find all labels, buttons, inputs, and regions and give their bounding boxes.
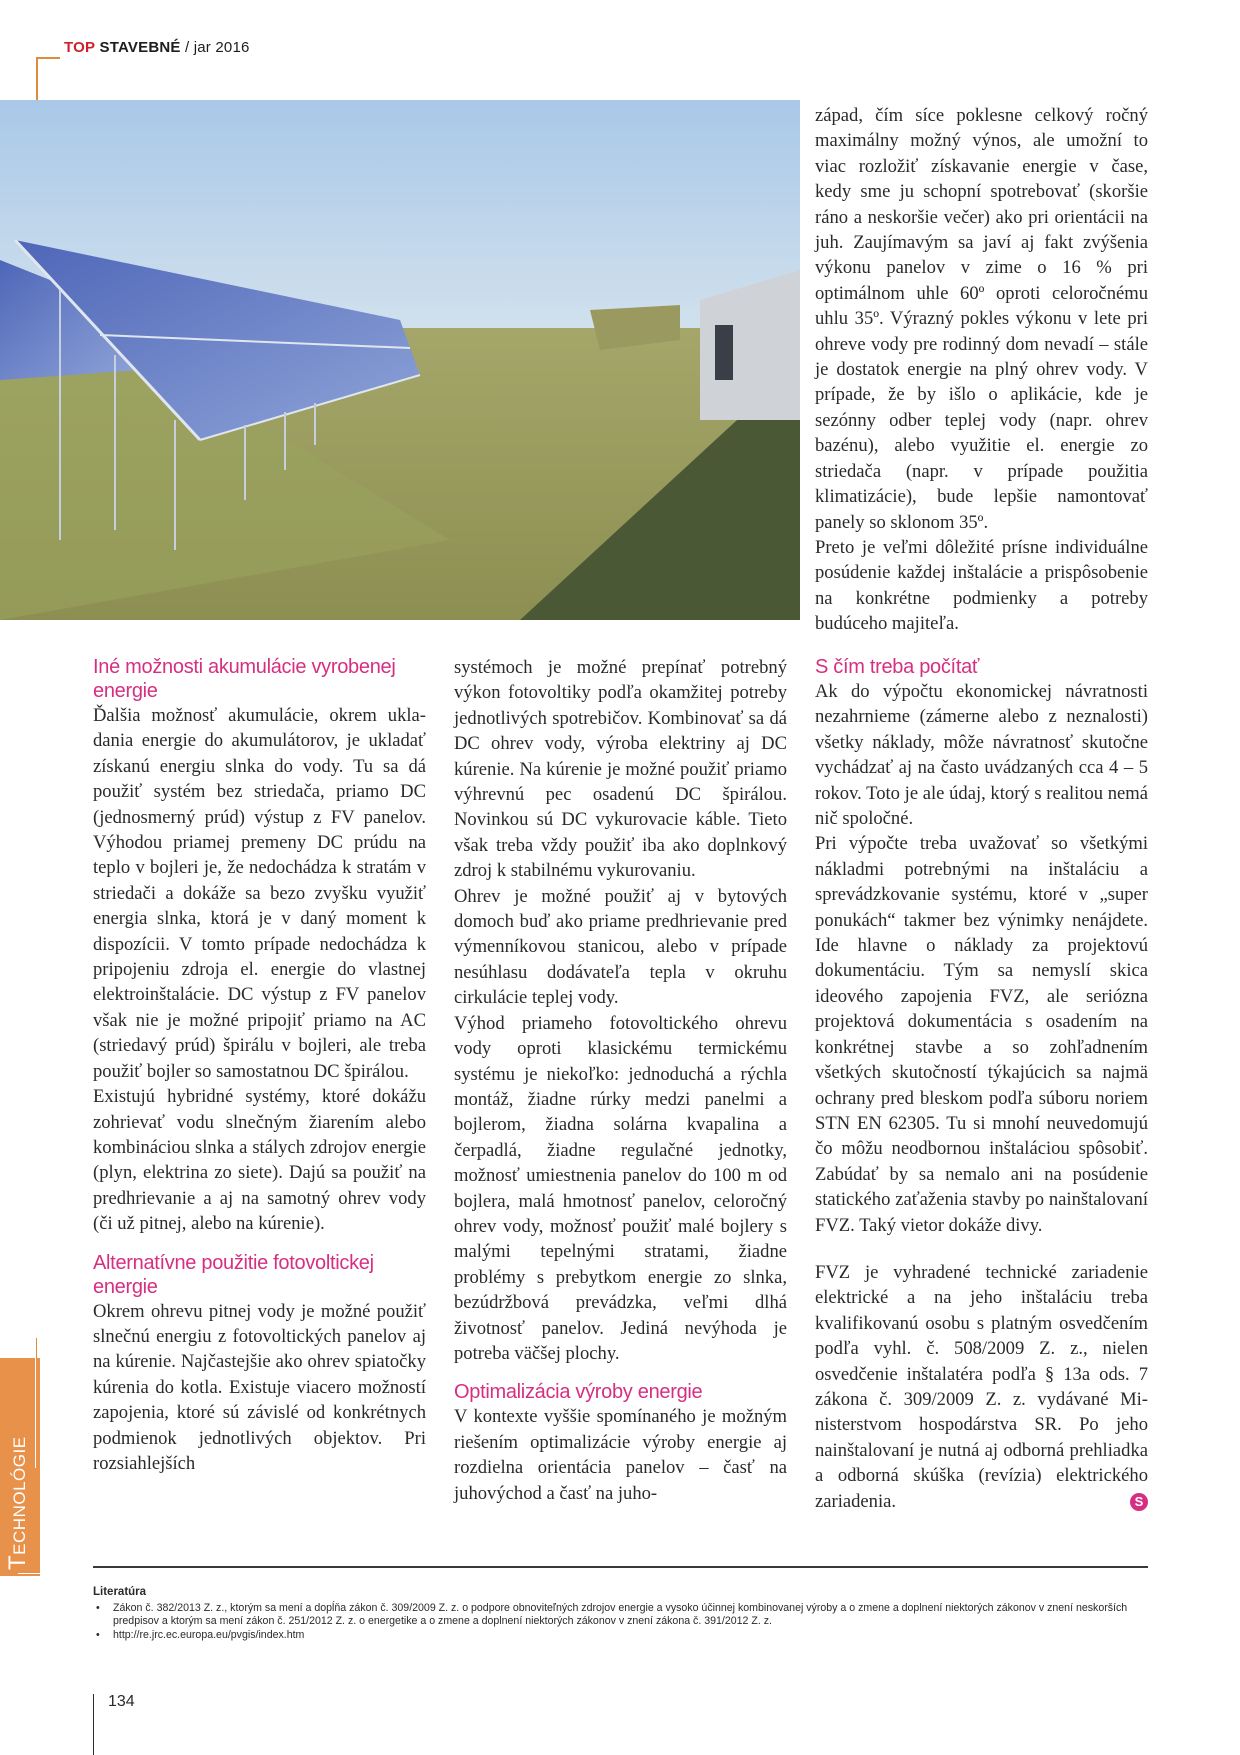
article-column-left [93, 655, 426, 1476]
literature-list [93, 1602, 1153, 1643]
header-separator: / [184, 39, 190, 56]
literature-item: • Zákon č. 382/2013 Z. z., ktorým sa mení a dopĺňa zákon č. 309/2009 Z. z. o podpore obnoviteľných zdrojov energie a vysoko účinnej kombinovanej výroby a o zmene a doplnení niektorých zákonov v znení neskorších predpisov a ktorým sa mení zákon č. 251/2012 Z. z. o energetike a o zmene a doplnení niektorých zákonov v znení zákona č. 391/2012 Z. z. [93, 1602, 1153, 1629]
literature-item-link[interactable]: • http://re.jrc.ec.europa.eu/pvgis/index.htm [93, 1629, 1153, 1643]
paragraph: Ak do výpočtu ekonomickej návratnosti nezahrnieme (zámerne alebo z neznalosti) všetky náklady, môže návratnosť skutočne vychádzať aj na často uvádzaných cca 4 – 5 rokov. Toto je ale údaj, ktorý s realitou nemá nič spoločné. [815, 681, 1148, 830]
paragraph: Pri výpočte treba uvažovať so všetkými nákladmi potrebnými na inštaláciu a sprevádzkovanie systému, ktoré v „super ponukách“ takmer bez výnimky nenájdete. Ide hlavne o náklady za projektovú dokumentáciu. Tým sa nemyslí skica ideového zapojenia FVZ, ale seriózna projektová dokumentácia s osadením na konkrétnej stavbe a so zohľadnením všetkých skutočností týkajúcich sa najmä ochrany pred bleskom podľa súboru noriem STN EN 62305. Tu si mnohí neuvedomujú čo môžu neodbornou inštaláciou spôsobiť. Zabúdať by sa nemalo ani na posúdenie statického zaťaženia stavby po nainštalovaní FVZ. Taký vietor dokáže divy. [815, 833, 1148, 1236]
literature-block [93, 1586, 1153, 1642]
issue-label: jar 2016 [193, 39, 250, 56]
paragraph: západ, čím síce poklesne celkový ročný maximálny možný výnos, ale umožní to viac rozložiť získavanie energie v čase, kedy sme ju schopní spotrebovať (skoršie ráno a neskoršie večer) ako pri orientácii na juh. Zaujímavým sa javí aj fakt zvýšenia výkonu panelov v zime o 16 % pri optimálnom uhle 60º oproti celoročnému uhlu 35º. Výrazný pokles výkonu v lete pri ohreve vody pre rodinný dom nevadí – stále je dostatok energie na plný ohrev vody. V prípade, že by išlo o aplikácie, kde je sezónny odber teplej vody (napr. ohrev bazénu), alebo využitie el. energie zo striedača (napr. v prípade použitia klimatizácie), bude lepšie namontovať panely so sklonom 35º. [815, 105, 1148, 533]
header-corner-rule-vertical [36, 57, 38, 103]
paragraph [815, 1260, 1148, 1514]
photo-illustration [0, 100, 800, 620]
page-number-rule [93, 1694, 94, 1755]
magazine-brand-name: STAVEBNÉ [99, 39, 181, 56]
literature-divider [93, 1566, 1148, 1568]
section-heading-costs: S čím treba počítať [815, 656, 980, 678]
article-column-right-top [815, 103, 1148, 637]
section-side-tab-label: TECHNOLÓGIE [4, 1436, 31, 1570]
paragraph: Preto je veľmi dôležité prísne individuálne posúdenie každej inštalácie a prispôsobenie na konkrétne podmienky a potreby budúceho majiteľa. [815, 536, 1148, 635]
article-end-mark-icon: S [1130, 1493, 1148, 1511]
page-number: 134 [108, 1693, 135, 1710]
paragraph: V kontexte vyššie spomínaného je možným riešením optimalizácie výroby energie aj rozdielna orientácia panelov – časť na juhovýchod a časť na juho- [454, 1406, 787, 1504]
paragraph: Ohrev je možné použiť aj v bytových domoch buď ako priame predhrievanie pred výmenníkovou stanicou, alebo v prípade nesúhlasu dodávateľa tepla v okruhu cirkulácie teplej vody. [454, 885, 787, 1009]
paragraph: Výhod priameho fotovoltického ohrevu vody oproti klasickému termickému systému je niekoľko: jednoduchá a rýchla montáž, žiadne rúrky medzi panelmi a bojlerom, žiadna solárna kvapalina a čerpadlá, žiadne regulačné jednotky, možnosť umiestnenia panelov do 100 m od bojlera, malá hmotnosť panelov, celoročný ohrev vody, možnosť použiť malé bojlery s malými tepelnými stratami, žiadne problémy s prebytkom energie zo slnka, bezúdržbová prevádzka, veľmi dlhá životnosť panelov. Jediná nevýhoda je potreba väčšej plochy. [454, 1012, 787, 1364]
section-heading-alternative-use: Alternatívne použitie fotovoltickej energie [93, 1251, 374, 1298]
magazine-brand-top: TOP [64, 39, 96, 56]
side-tab-rule [35, 1358, 36, 1468]
side-tab-rule-horizontal [18, 1573, 40, 1574]
solar-panel-field-photo [0, 100, 800, 620]
paragraph: Ďalšia možnosť akumulácie, okrem ukladania energie do akumulátorov, je ukladať získanú energiu slnka do vody. Tu sa dá použiť systém bez striedača, priamo DC (jednosmerný prúd) výstup z FV panelov. Výhodou priamej premeny DC prúdu na teplo v bojleri je, že nedochádza k stratám v striedači a dokáže sa bezo zvyšku využiť energia slnka, ktorá je v daný moment k dispozícii. V tomto prípade nedochádza k pripojeniu zdroja el. energie do vlastnej elektroinštalácie. DC výstup z FV panelov však nie je možné pripojiť priamo na AC (striedavý prúd) špirálu v bojleri, ale treba použiť bojler so samostatnou DC špirálou. [93, 705, 426, 1082]
section-heading-storage: Iné možnosti akumulácie vyrobenej energie [93, 656, 396, 702]
paragraph-text: FVZ je vyhradené technické zariadenie elektrické a na jeho inštaláciu treba kvalifikovanú osobu s platným osvedčením podľa vyhl. č. 508/2009 Z. z., nielen osvedčenie inštalatéra podľa § 13a ods. 7 zákona č. 309/2009 Z. z. vydávané Ministerstvom hospodárstva SR. Po jeho nainštalovaní je nutná aj odborná prehliadka a odborná skúška (revízia) elektrického zariadenia. [815, 1261, 1148, 1512]
paragraph: Okrem ohrevu pitnej vody je možné použiť slnečnú energiu z fotovoltických panelov aj na kúrenie. Najčastejšie ako ohrev spiatočky kúrenia do kotla. Existuje viacero možností zapojenia, ktoré sú závislé od konkrétnych podmienok jednotlivých objektov. Pri rozsiahlejších [93, 1300, 426, 1474]
header-corner-rule [36, 57, 60, 59]
literature-title: Literatúra [93, 1586, 147, 1598]
paragraph: systémoch je možné prepínať potrebný výkon fotovoltiky podľa okamžitej potreby jednotlivých spotrebičov. Kombinovať sa dá DC ohrev vody, výroba elektriny aj DC kúrenie. Na kúrenie je možné použiť priamo výhrevnú pec osadenú DC špirálou. Novinkou sú DC vykurovacie káble. Tieto však treba vždy použiť iba ako doplnkový zdroj k stabilnému vykurovaniu. [454, 657, 787, 882]
side-tab-connector-rule [36, 1338, 37, 1358]
paragraph: Existujú hybridné systémy, ktoré dokážu zohrievať vodu slnečným žiarením alebo kombináciou slnka a stálych zdrojov energie (plyn, elektrina zo siete). Dajú sa použiť na predhrievanie a aj na samotný ohrev vody (či už pitnej, alebo na kúrenie). [93, 1086, 426, 1235]
section-heading-optimization: Optimalizácia výroby energie [454, 1381, 703, 1404]
article-column-middle [454, 655, 787, 1506]
running-header [64, 39, 250, 56]
article-column-right-bottom [815, 655, 1148, 1514]
